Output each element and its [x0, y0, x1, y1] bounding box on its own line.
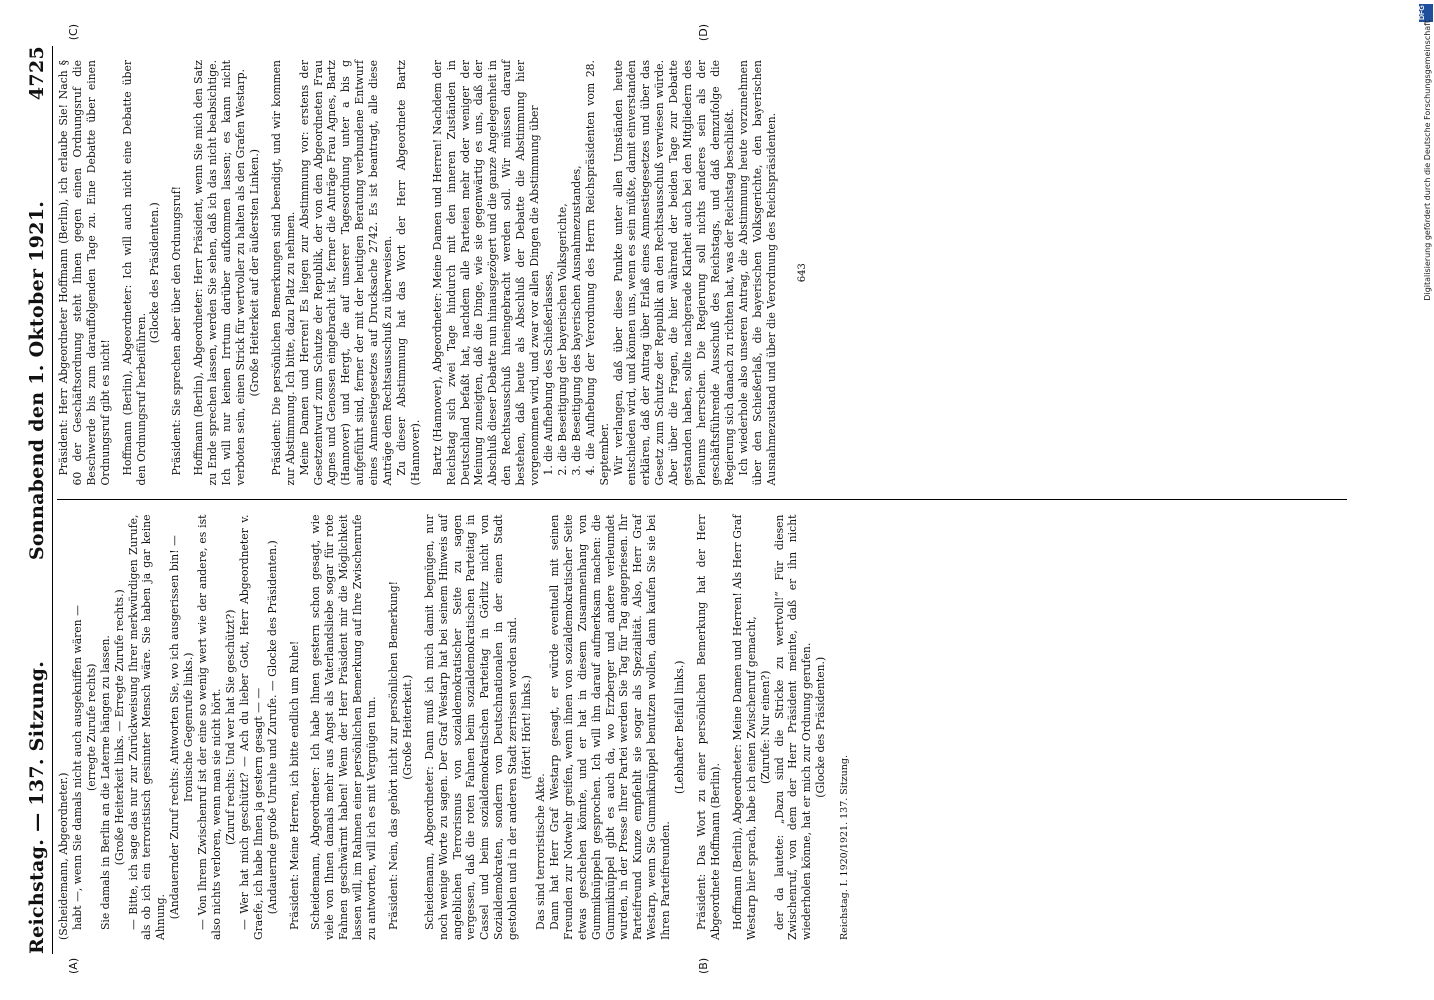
- margin-marker-b: (B): [697, 957, 710, 974]
- left-para: Sie damals in Berlin an die Laterne hängen zu lassen.: [98, 635, 112, 930]
- right-para: Bartz (Hannover), Abgeordneter: Meine Damen und Herren! Nachdem der Reichstag sich zwei Tage hindurch mit den inneren Zuständen in Deutschland befaßt hat, nachdem alle Parteien mehr oder weniger der Meinung zuneigten, daß die Dinge, wie sie gegenwärtig es uns, daß der Abschluß dieser Debatte nun hinausgezögert und die ganze Angelegenheit in den Rechtsausschuß hineingebracht werden soll. Wir müssen darauf bestehen, daß heute als Abschluß der Debatte die Abstimmung hier vorgenommen wird, und zwar vor allen Dingen die Abstimmung über: [430, 60, 542, 486]
- right-para: (Glocke des Präsidenten.): [148, 202, 162, 344]
- left-para: (Lebhafter Beifall links.): [673, 660, 687, 795]
- bottom-page-number: 643: [797, 263, 809, 283]
- header-left: Reichstag. — 137. Sitzung.: [26, 660, 48, 954]
- header-page-number: 4725: [26, 46, 48, 101]
- right-para: Wir verlangen, daß über diese Punkte unter allen Umständen heute entschieden wird, und können uns, wenn es sein müßte, damit einverstanden erklären, daß der Antrag über Erlaß eines Amnestiegesetzes und über das Gesetz zum Schutze der Republik an den Rechtsausschuß verwiesen würde. Aber über die Fragen, die hier während der beiden Tage zur Debatte gestanden haben, sollte nachgerade Klarheit auch bei den Mitgliedern des Plenums herrschen. Die Regierung soll nichts anderes sein als der geschäftsführende Ausschuß des Reichstags, und daß demzufolge die Regierung sich danach zu richten hat, was der Reichstag beschließt.: [611, 60, 736, 486]
- left-para: (Zuruf rechts: Und wer hat Sie geschützt?): [223, 609, 237, 845]
- right-para: Hoffmann (Berlin), Abgeordneter: Ich will auch nicht eine Debatte über den Ordnungsruf herbeiführen.: [120, 60, 148, 486]
- left-para: Präsident: Das Wort zu einer persönlichen Bemerkung hat der Herr Abgeordnete Hoffmann (Berlin).: [694, 514, 722, 940]
- left-para: (Große Heiterkeit.): [400, 674, 414, 780]
- dfg-logo: DFG: [1419, 4, 1433, 22]
- left-para: Scheidemann, Abgeordneter: Ich habe Ihnen gestern schon gesagt, wie viele von Ihnen damals mehr aus Angst als Vaterlandsliebe sogar für rote Fahnen geschwärmt haben! Wenn der Herr Präsident mir die Möglichkeit lassen will, im Rahmen einer persönlichen Bemerkung auf Ihre Zwischenrufe zu antworten, will ich es mit Vergnügen tun.: [309, 514, 379, 940]
- right-para: Präsident: Die persönlichen Bemerkungen sind beendigt, und wir kommen zur Abstimmung. Ich bitte, dazu Platz zu nehmen.: [269, 60, 297, 486]
- dfg-attribution-strip: [1418, 0, 1434, 1000]
- left-para: Präsident: Meine Herren, ich bitte endlich um Ruhe!: [287, 640, 301, 930]
- left-para: (Zurufe: Nur einen?): [758, 670, 772, 784]
- right-para: Hoffmann (Berlin), Abgeordneter: Herr Präsident, wenn Sie mich den Satz zu Ende sprechen lassen, werden Sie sehen, daß ich das nicht beabsichtige. Ich will nur keinen Irrtum darüber aufkommen lassen; es kann nicht verboten sein, einen Strick für wertvoller zu halten als den Grafen Westarp.: [192, 60, 247, 486]
- document-page: [12, 20, 1422, 980]
- left-para: (Andauernder Zuruf rechts: Antworten Sie, wo ich ausgerissen bin! — Ironische Gegenrufe links.): [168, 535, 196, 920]
- left-footer: Reichstag. I. 1920/1921. 137. Sitzung.: [839, 755, 851, 940]
- right-para: Präsident: Herr Abgeordneter Hoffmann (Berlin), ich erlaube Sie! Nach § 60 der Geschäftsordnung steht Ihnen gegen einen Ordnungsruf die Beschwerde bis zum darauffolgenden Tage zu. Eine Debatte über einen Ordnungsruf gibt es nicht!: [57, 60, 112, 486]
- right-para: (Große Heiterkeit auf der äußersten Linken.): [247, 149, 261, 397]
- left-para: (Glocke des Präsidenten.): [814, 656, 828, 798]
- left-para: — Von Ihrem Zwischenruf ist der eine so wenig wert wie der andere, es ist also nichts verloren, wenn man sie nicht hört.: [196, 514, 223, 940]
- right-list-item: 2. die Beseitigung der bayerischen Volksgerichte,: [555, 203, 569, 476]
- columns: [57, 24, 1347, 974]
- left-para: (Hört! Hört! links.): [520, 675, 534, 780]
- right-list-item: 3. die Beseitigung des bayerischen Ausnahmezustandes,: [569, 165, 583, 476]
- left-para: habt —, wenn Sie damals nicht auch ausgekniffen wären —: [70, 605, 84, 930]
- left-para: — Bitte, ich sage das nur zur Zurückweisung Ihrer merkwürdigen Zurufe, als ob ich ein terroristisch gesinnter Mensch wäre. Sie haben ja gar keine Ahnung.: [126, 514, 168, 940]
- left-para: (Andauernde große Unruhe und Zurufe. — Glocke des Präsidenten.): [265, 540, 279, 915]
- right-column: [57, 24, 1347, 500]
- header-date: Sonnabend den 1. Oktober 1921.: [26, 200, 48, 561]
- left-para: Hoffmann (Berlin), Abgeordneter: Meine Damen und Herren! Als Herr Graf Westarp hier sprach, habe ich einen Zwischenruf gemacht,: [730, 514, 758, 940]
- right-para: Zu dieser Abstimmung hat das Wort der Herr Abgeordnete Bartz (Hannover).: [394, 60, 422, 486]
- left-column: [57, 500, 1347, 974]
- left-para: (Große Heiterkeit links. — Erregte Zurufe rechts.): [112, 589, 126, 866]
- left-para: (Scheidemann, Abgeordneter.): [57, 772, 70, 940]
- margin-marker-a: (A): [67, 957, 80, 974]
- page-header: [26, 46, 53, 954]
- margin-marker-c: (C): [67, 24, 80, 41]
- margin-marker-d: (D): [697, 24, 710, 42]
- right-list-item: 4. die Aufhebung der Verordnung des Herrn Reichspräsidenten vom 28. September.: [583, 60, 611, 486]
- left-para: Scheidemann, Abgeordneter: Dann muß ich mich damit begnügen, nur noch wenige Worte zu sagen. Der Graf Westarp hat bei seinem Hinweis auf angeblichen Terrorismus von sozialdemokratischer Seite zu sagen vergessen, daß die roten Fahnen beim sozialdemokratischen Parteitag in Cassel und beim sozialdemokratischen Parteitag in Görlitz nicht von Sozialdemokraten, sondern von Deutschnationalen in der einen Stadt gestohlen und in der anderen Stadt zerrissen worden sind.: [422, 514, 520, 940]
- right-para: Meine Damen und Herren! Es liegen zur Abstimmung vor: erstens der Gesetzentwurf zum Schutze der Republik, der von den Abgeordneten Frau Agnes und Genossen eingebracht ist, ferner die Anträge Frau Agnes, Bartz (Hannover) und Hergt, die auf unserer Tagesordnung unter a bis g aufgeführt sind, ferner der mit der heutigen Beratung verbundene Entwurf eines Amnestiegesetzes auf Drucksache 2742. Es ist beantragt, alle diese Anträge dem Rechtsausschuß zu überweisen.: [297, 60, 395, 486]
- left-para: der da lautete: „Dazu sind die Stricke zu wertvoll!“ Für diesen Zwischenruf, von dem der Herr Präsident meinte, daß er ihn nicht wiederholen könne, hat er mich zur Ordnung gerufen.: [772, 514, 814, 940]
- dfg-attribution-text: Digitalisierung gefördert durch die Deutsche Forschungsgemeinschaft: [1423, 20, 1432, 301]
- right-para: Präsident: Sie sprechen aber über den Ordnungsruf!: [170, 185, 184, 476]
- right-para: Ich wiederhole also unseren Antrag, die Abstimmung heute vorzunehmen über den Schießerlaß, die bayerischen Volksgerichte, den bayerischen Ausnahmezustand und über die Verordnung des Reichspräsidenten.: [736, 60, 778, 486]
- left-para: — Wer hat mich geschützt? — Ach du lieber Gott, Herr Abgeordneter v. Graefe, ich habe Ihnen ja gestern gesagt — —: [237, 514, 265, 940]
- right-list-item: 1. die Aufhebung des Schießerlasses,: [542, 270, 555, 476]
- left-para: Dann hat Herr Graf Westarp gesagt, er würde eventuell mit seinen Freunden zur Notwehr greifen, wenn ihnen von sozialdemokratischer Seite etwas geschehen könnte, und er hat in diesem Zusammenhang von Gummiknüppeln gesprochen. Ich will ihn darauf aufmerksam machen: die Gummiknüppel gibt es auch da, wo Erzberger und andere verleumdet wurden, in der Presse Ihrer Partei werden Sie Tag für Tag angepriesen. Ihr Parteifreund Kunze empfiehlt sie sogar als Spezialität. Also, Herr Graf Westarp, wenn Sie Gummiknüppel benutzen wollen, dann kaufen Sie sie bei Ihren Parteifreunden.: [547, 514, 673, 940]
- left-para: Das sind terroristische Akte.: [534, 773, 547, 930]
- left-para: Präsident: Nein, das gehört nicht zur persönlichen Bemerkung!: [386, 580, 400, 930]
- left-para: (erregte Zurufe rechts): [84, 663, 98, 791]
